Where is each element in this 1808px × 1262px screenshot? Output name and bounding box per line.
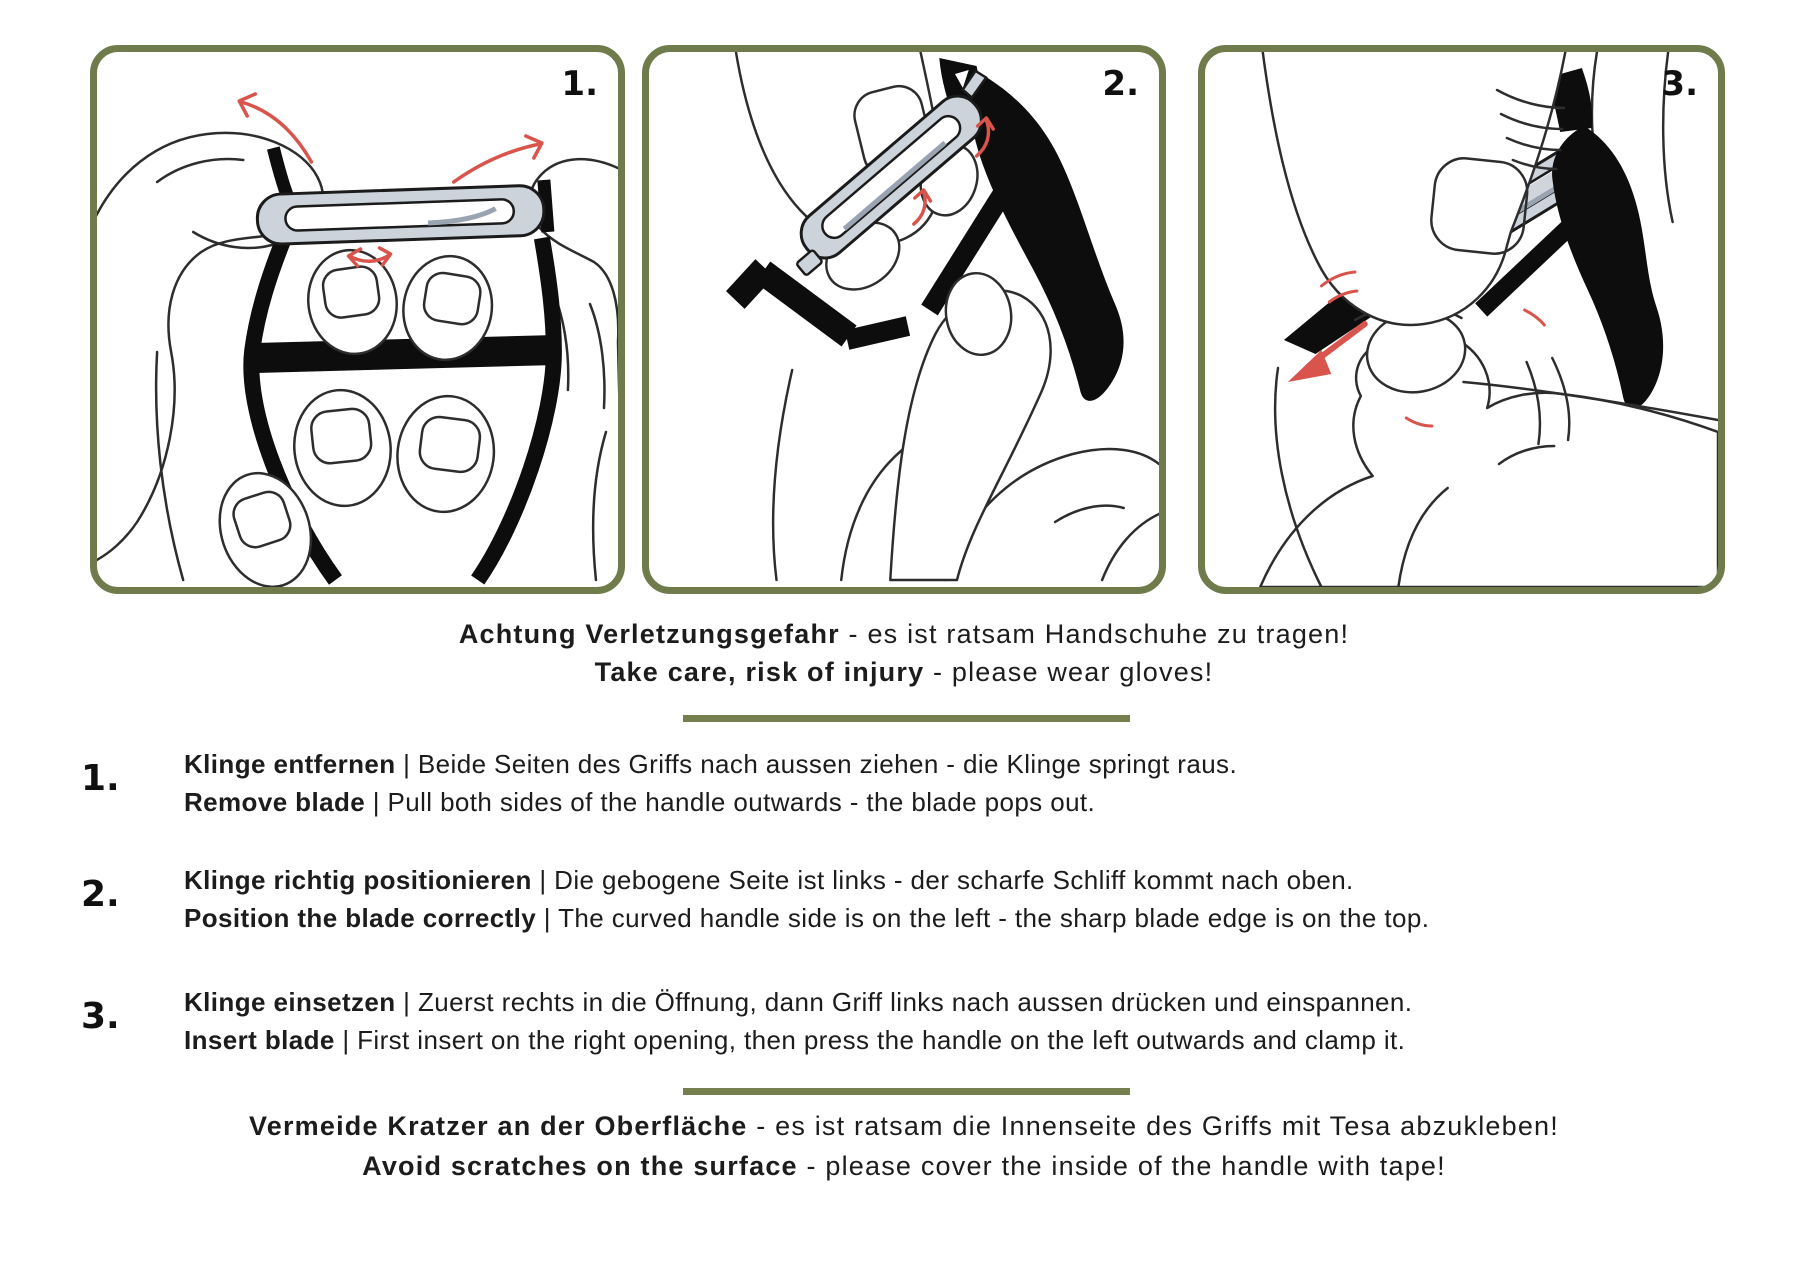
- warning-german-rest: - es ist ratsam Handschuhe zu tragen!: [839, 619, 1350, 649]
- step-2-row: [81, 861, 1429, 937]
- warning-english-bold: Take care, risk of injury: [594, 657, 925, 687]
- step-2-german: Klinge richtig positionieren | Die gebogene Seite ist links - der scharfe Schliff kommt nach oben.: [184, 865, 1354, 895]
- warning-german-bold: Achtung Verletzungsgefahr: [458, 619, 840, 649]
- panel-step-3: [1198, 45, 1725, 594]
- note-german-bold: Vermeide Kratzer an der Oberfläche: [249, 1111, 748, 1141]
- warning-english-rest: - please wear gloves!: [924, 657, 1214, 687]
- divider-top: [683, 715, 1130, 722]
- step-3-text: [184, 983, 1412, 1059]
- panel-3-number: 3.: [1661, 64, 1698, 104]
- peeler-blade-drawing: [257, 185, 545, 245]
- panel-step-1: [90, 45, 625, 594]
- note-german-rest: - es ist ratsam die Innenseite des Griffs mit Tesa abzukleben!: [747, 1111, 1559, 1141]
- note-english-bold: Avoid scratches on the surface: [362, 1151, 798, 1181]
- step-2-english: Position the blade correctly | The curved handle side is on the left - the sharp blade edge is on the top.: [184, 903, 1430, 933]
- panel-1-illustration-remove-blade: [97, 52, 618, 587]
- panel-1-number: 1.: [561, 64, 598, 104]
- thumb-drawing: [890, 268, 1050, 580]
- step-2-number: 2.: [81, 874, 120, 915]
- step-1-number: 1.: [81, 758, 120, 799]
- step-3-number: 3.: [81, 996, 120, 1037]
- step-1-english: Remove blade | Pull both sides of the handle outwards - the blade pops out.: [184, 787, 1096, 817]
- note-line-german: [0, 1106, 1808, 1146]
- warning-line-german: [0, 615, 1808, 653]
- panel-3-illustration-insert-blade: [1205, 52, 1718, 587]
- panel-2-illustration-position-blade: [649, 52, 1159, 587]
- divider-bottom: [683, 1088, 1130, 1095]
- panel-step-2: [642, 45, 1166, 594]
- step-3-row: [81, 983, 1412, 1059]
- panel-2-number: 2.: [1102, 64, 1139, 104]
- step-1-german: Klinge entfernen | Beide Seiten des Griffs nach aussen ziehen - die Klinge springt raus.: [184, 749, 1238, 779]
- step-1-row: [81, 745, 1237, 821]
- step-2-text: [184, 861, 1429, 937]
- step-3-english: Insert blade | First insert on the right opening, then press the handle on the left outwards and clamp it.: [184, 1025, 1406, 1055]
- warning-line-english: [0, 653, 1808, 691]
- step-1-text: [184, 745, 1237, 821]
- note-line-english: [0, 1146, 1808, 1186]
- note-english-rest: - please cover the inside of the handle with tape!: [797, 1151, 1446, 1181]
- step-3-german: Klinge einsetzen | Zuerst rechts in die Öffnung, dann Griff links nach aussen drücken und einspannen.: [184, 987, 1413, 1017]
